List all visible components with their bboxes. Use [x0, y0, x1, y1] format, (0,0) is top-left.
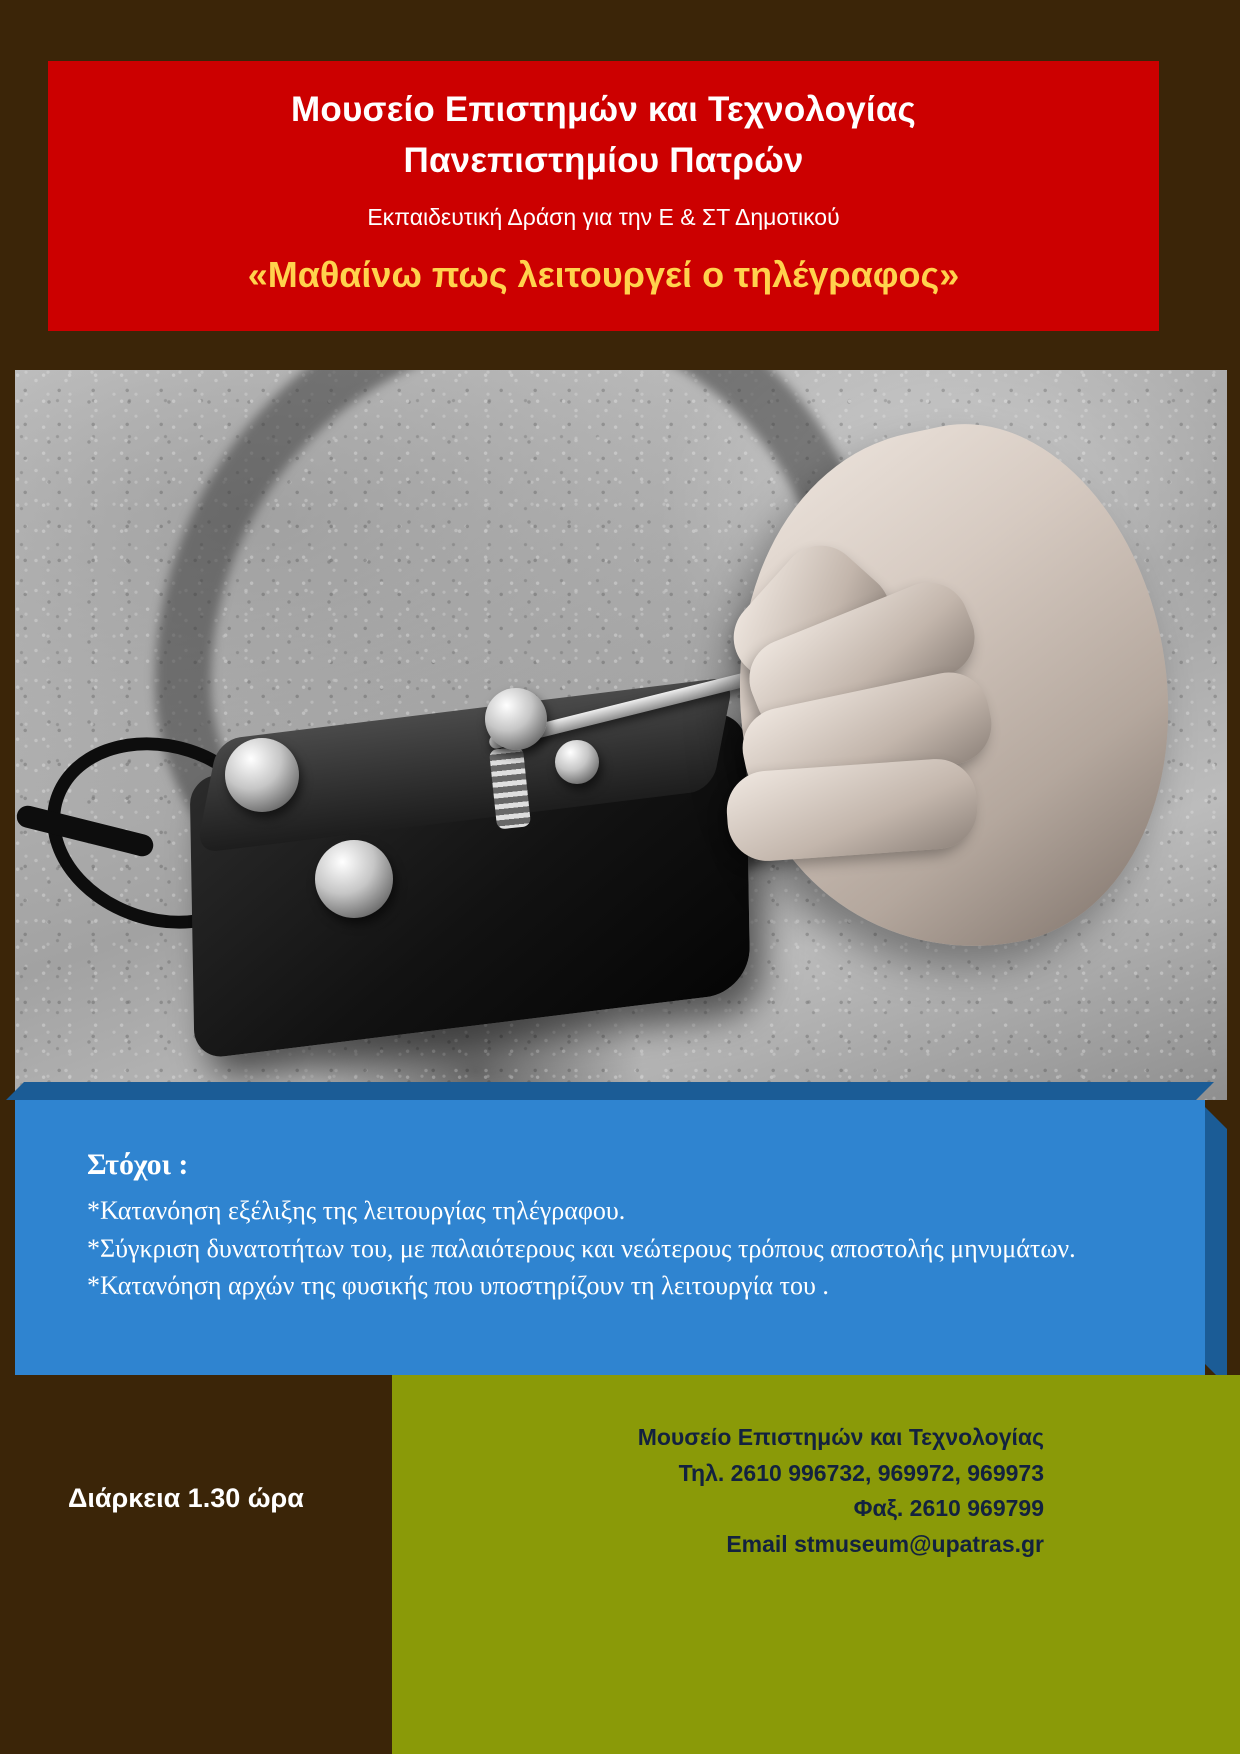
telegraph-knob-right	[555, 740, 599, 784]
goals-item-1: *Κατανόηση εξέλιξης της λειτουργίας τηλέγραφου.	[87, 1196, 626, 1225]
contact-info	[638, 1420, 1044, 1563]
goals-panel	[15, 1100, 1205, 1375]
duration-label: Διάρκεια 1.30 ώρα	[68, 1483, 304, 1513]
contact-museum: Μουσείο Επιστημών και Τεχνολογίας	[637, 1424, 1044, 1450]
panel-right-bevel	[1205, 1107, 1227, 1386]
telegraph-knob-center	[485, 688, 547, 750]
telegraph-photo	[15, 370, 1227, 1100]
footer-left-block	[0, 1375, 392, 1754]
header-title-line1: Μουσείο Επιστημών και Τεχνολογίας	[291, 90, 916, 129]
telegraph-knob-left	[225, 738, 299, 812]
ring-finger	[724, 756, 980, 863]
header-title-line2: Πανεπιστημίου Πατρών	[403, 140, 804, 180]
header-program-title: «Μαθαίνω πως λειτουργεί ο τηλέγραφος»	[247, 254, 960, 296]
telegraph-knob-front	[315, 840, 393, 918]
goals-item-2: *Σύγκριση δυνατοτήτων του, με παλαιότερους και νεώτερους τρόπους αποστολής μηνυμάτων.	[87, 1233, 1076, 1263]
header-subtitle: Εκπαιδευτική Δράση για την Ε & ΣΤ Δημοτικού	[367, 203, 840, 230]
goals-title: Στόχοι :	[87, 1148, 189, 1181]
contact-fax: Φαξ. 2610 969799	[853, 1495, 1044, 1522]
contact-phone: Τηλ. 2610 996732, 969972, 969973	[678, 1459, 1044, 1486]
goals-item-3: *Κατανόηση αρχών της φυσικής που υποστηρίζουν τη λειτουργία του .	[87, 1271, 829, 1301]
header-banner	[48, 61, 1159, 331]
contact-email: Email stmuseum@upatras.gr	[726, 1530, 1044, 1557]
panel-top-bevel	[6, 1082, 1214, 1100]
